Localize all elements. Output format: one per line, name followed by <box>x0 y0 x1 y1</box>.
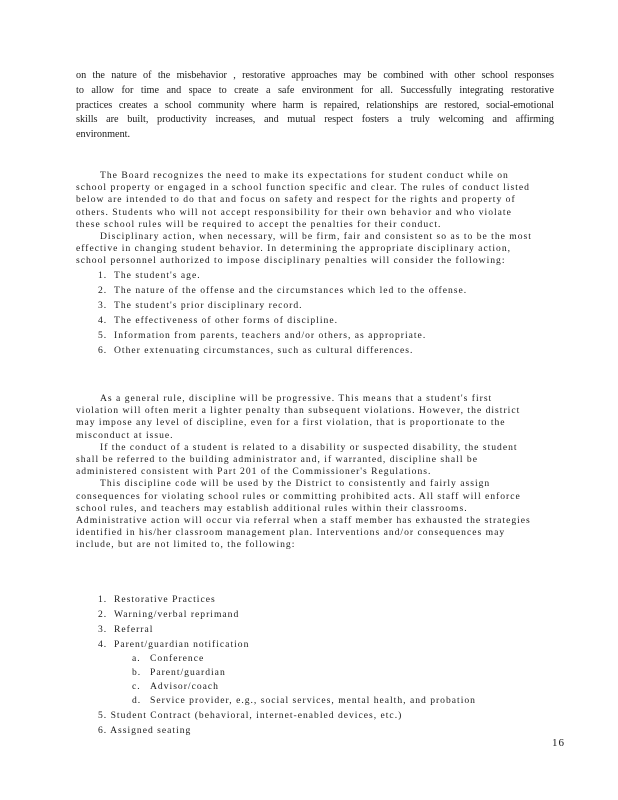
list-item: 6. Other extenuating circumstances, such as cultural differences. <box>98 344 414 356</box>
intro-paragraph: on the nature of the misbehavior , restorative approaches may be combined with other school responses to allow for time and space to create a safe environment for all. Successfully integrating restorative practices creates a school community where harm is repaired, relationships are restored, social-emotional skills are built, productivity increases, and mutual respect fosters a truly welcoming and affirming environment. <box>76 70 554 141</box>
list-item: 4. The effectiveness of other forms of discipline. <box>98 314 338 326</box>
list-item: 1. Restorative Practices <box>98 594 216 605</box>
notification-sublist <box>76 652 536 708</box>
list-item: 2. Warning/verbal reprimand <box>98 609 240 620</box>
progressive-section <box>76 393 538 552</box>
interventions-tail-list <box>76 708 536 738</box>
list-item: b. Parent/guardian <box>132 667 226 678</box>
list-item: a. Conference <box>132 653 205 664</box>
progressive-paragraph: As a general rule, discipline will be progressive. This means that a student's first violation will often merit a lighter penalty than subsequent violations. However, the district may impose any level of discipline, even for a first violation, that is proportionate to the misconduct at issue. <box>76 393 521 441</box>
board-paragraph: The Board recognizes the need to make its expectations for student conduct while on school property or engaged in a school function specific and clear. The rules of conduct listed below are intended to do that and focus on safety and respect for the rights and property of others. Students who will not accept responsibility for their own behavior and who violate these school rules will be required to accept the penalties for their conduct. <box>76 170 530 230</box>
list-item: 5. Student Contract (behavioral, internet-enabled devices, etc.) <box>98 710 403 721</box>
list-item: 6. Assigned seating <box>98 725 192 736</box>
list-item: 3. The student's prior disciplinary record. <box>98 299 303 311</box>
factors-list <box>76 268 536 358</box>
board-section <box>76 170 536 358</box>
list-item: c. Advisor/coach <box>132 681 219 692</box>
disciplinary-action-paragraph: Disciplinary action, when necessary, will be firm, fair and consistent so as to be the most effective in changing student behavior. In determining the appropriate disciplinary action, school personnel authorized to impose disciplinary penalties will consider the following: <box>76 231 532 267</box>
list-item: 4. Parent/guardian notification <box>98 639 250 650</box>
disability-paragraph: If the conduct of a student is related to a disability or suspected disability, the student shall be referred to the building administrator and, if warranted, discipline shall be administered consistent with Part 201 of the Commissioner's Regulations. <box>76 441 518 478</box>
interventions-section <box>76 592 536 738</box>
list-item: 2. The nature of the offense and the circumstances which led to the offense. <box>98 284 468 296</box>
page-number: 16 <box>552 737 565 749</box>
list-item: d. Service provider, e.g., social services, mental health, and probation <box>132 695 476 706</box>
interventions-list <box>76 592 536 652</box>
list-item: 3. Referral <box>98 624 154 635</box>
list-item: 5. Information from parents, teachers and/or others, as appropriate. <box>98 329 427 341</box>
list-item: 1. The student's age. <box>98 269 201 281</box>
discipline-code-paragraph: This discipline code will be used by the District to consistently and fairly assign consequences for violating school rules or committing prohibited acts. All staff will enforce school rules, and teachers may establish additional rules within their classrooms. Administrative action will occur via referral when a staff member has exhausted the strategies identified in his/her classroom management plan. Interventions and/or consequences may include, but are not limited to, the following: <box>76 478 531 551</box>
